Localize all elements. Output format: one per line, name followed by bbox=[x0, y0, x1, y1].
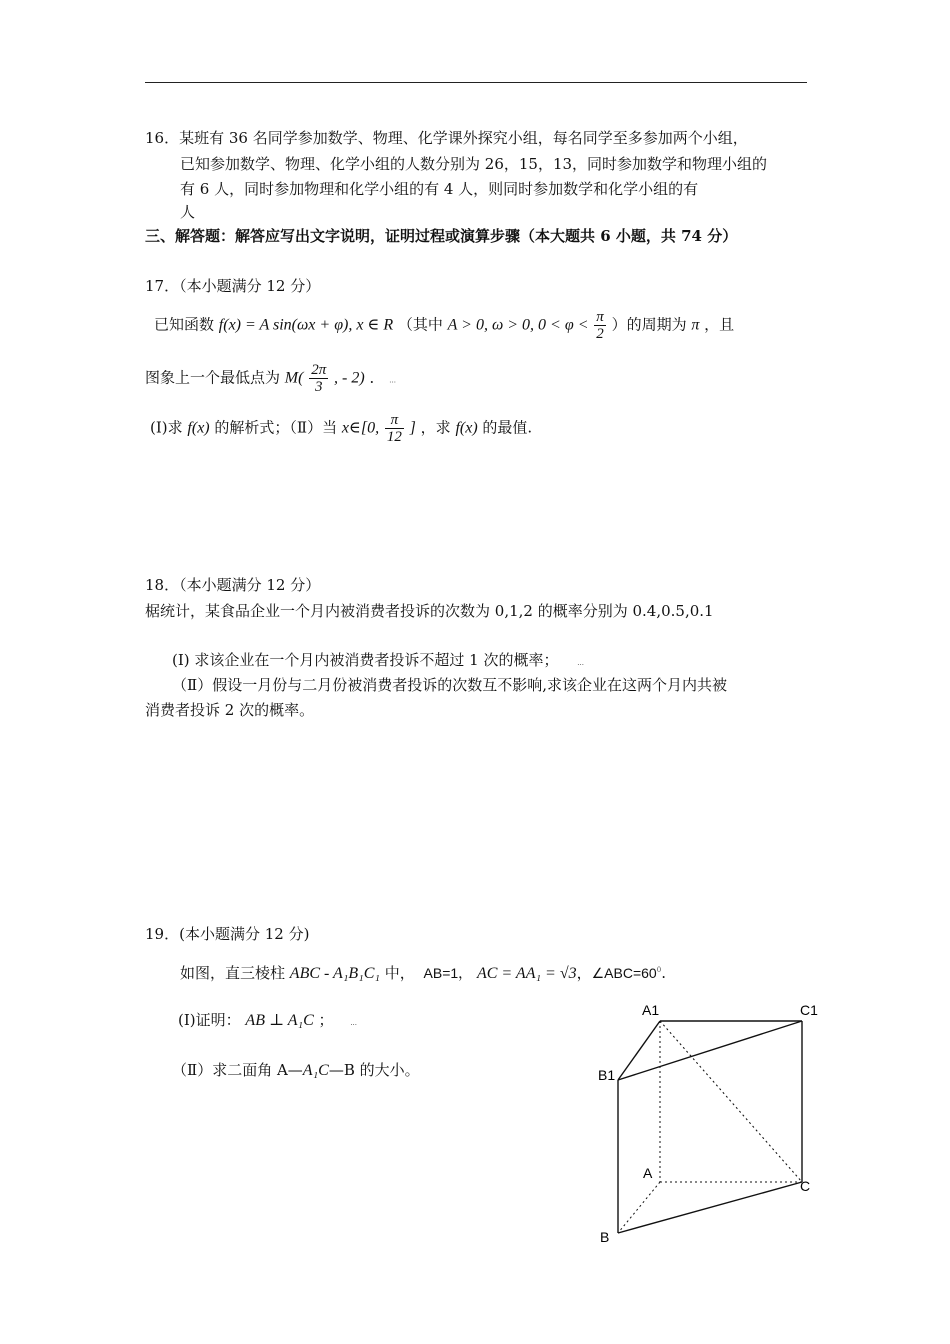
q17-text: ）的周期为 bbox=[611, 315, 687, 334]
q17-fx: f(x) bbox=[455, 419, 478, 437]
q17-text: ，求 bbox=[420, 418, 451, 437]
q17-interval-end: ] bbox=[409, 419, 416, 437]
q17-fraction-2pi-over-3 bbox=[309, 362, 328, 395]
q16-line1: 16．某班有 36 名同学参加数学、物理、化学课外探究小组，每名同学至多参加两个小组， bbox=[145, 129, 748, 147]
q18-title: 18．（本小题满分 12 分） bbox=[145, 576, 321, 594]
frac-num: π bbox=[385, 412, 404, 429]
q17-point-m: M( bbox=[284, 369, 304, 387]
q19-text: ， bbox=[576, 964, 592, 982]
label-a1: A1 bbox=[642, 1002, 660, 1018]
q19-ac-aa1: AC = AA₁ = √3 bbox=[476, 965, 577, 982]
q17-period: π bbox=[691, 316, 700, 334]
q16-line4: 人 bbox=[180, 203, 196, 221]
q19-line1 bbox=[180, 960, 666, 984]
label-a: A bbox=[643, 1165, 653, 1181]
q19-degree: 0 bbox=[656, 966, 662, 974]
frac-den: 12 bbox=[386, 429, 402, 445]
q17-text: 的最值. bbox=[482, 418, 533, 437]
edge-a1b1 bbox=[618, 1021, 660, 1080]
q19-part2-label: （Ⅱ）求二面角 A— bbox=[172, 1061, 303, 1079]
edge-bc bbox=[618, 1182, 802, 1233]
header-rule bbox=[145, 82, 807, 83]
q17-statement-line2 bbox=[145, 362, 396, 395]
section-3-heading: 三、解答题：解答应写出文字说明，证明过程或演算步骤（本大题共 6 小题，共 74 分） bbox=[145, 227, 738, 245]
q19-text: ； bbox=[318, 1011, 334, 1029]
q19-a1c: A₁C bbox=[302, 1062, 329, 1079]
q17-text: 图象上一个最低点为 bbox=[145, 368, 281, 387]
q17-text: （其中 bbox=[397, 315, 443, 334]
q17-interval-start: x∈[0, bbox=[341, 419, 380, 437]
q19-angle: ∠ABC=60 bbox=[591, 965, 657, 981]
q19-ab: AB=1， bbox=[423, 965, 473, 981]
q17-text: ． bbox=[369, 368, 385, 387]
frac-den: 3 bbox=[314, 379, 323, 395]
q18-line1: 椐统计，某食品企业一个月内被消费者投诉的次数为 0,1,2 的概率分别为 0.4,0.5,0.1 bbox=[145, 602, 714, 620]
small-mark: ... bbox=[389, 376, 396, 385]
q17-text: 已知函数 bbox=[154, 315, 215, 334]
frac-num: 2π bbox=[311, 362, 327, 378]
q19-part1-label: (Ⅰ)证明： bbox=[178, 1011, 241, 1029]
q16-line3: 有 6 人，同时参加物理和化学小组的有 4 人，则同时参加数学和化学小组的有 bbox=[180, 180, 699, 198]
q18-part2-line1: （Ⅱ）假设一月份与二月份被消费者投诉的次数互不影响,求该企业在这两个月内共被 bbox=[172, 676, 727, 694]
edge-a1c-dashed bbox=[660, 1021, 802, 1182]
frac-num: π bbox=[596, 309, 604, 325]
q17-text: ，且 bbox=[704, 315, 735, 334]
edge-b1c1 bbox=[618, 1021, 802, 1080]
label-b1: B1 bbox=[598, 1067, 616, 1083]
small-mark: ... bbox=[577, 659, 584, 667]
small-mark: ... bbox=[350, 1019, 357, 1027]
q19-part1 bbox=[178, 1010, 357, 1033]
q17-title: 17．（本小题满分 12 分） bbox=[145, 277, 321, 295]
q17-parts bbox=[150, 412, 532, 445]
q17-fx: f(x) bbox=[187, 419, 210, 437]
q17-fraction-pi-over-2 bbox=[594, 309, 606, 342]
q19-text: . bbox=[661, 964, 666, 982]
frac-den: 2 bbox=[596, 326, 604, 342]
label-c1: C1 bbox=[800, 1002, 818, 1018]
q16-line2: 已知参加数学、物理、化学小组的人数分别为 26，15，13，同时参加数学和物理小组的 bbox=[180, 155, 768, 173]
q17-point-m-tail: , - 2) bbox=[334, 369, 365, 387]
q18-part1-text: (Ⅰ) 求该企业在一个月内被消费者投诉不超过 1 次的概率； bbox=[172, 651, 559, 669]
q19-prism: ABC - A₁B₁C₁ bbox=[289, 965, 380, 982]
label-c: C bbox=[800, 1178, 811, 1194]
q18-part1 bbox=[172, 650, 584, 673]
q19-title: 19．(本小题满分 12 分) bbox=[145, 925, 310, 943]
edge-ab-dashed bbox=[618, 1182, 660, 1233]
q17-conditions: A > 0, ω > 0, 0 < φ < bbox=[447, 316, 589, 334]
q18-part2-line2: 消费者投诉 2 次的概率。 bbox=[145, 701, 315, 719]
q19-text: 如图，直三棱柱 bbox=[180, 964, 286, 982]
q17-part1-label: (Ⅰ)求 bbox=[150, 418, 183, 437]
q19-text: —B 的大小。 bbox=[328, 1061, 420, 1079]
q19-text: 中， bbox=[384, 964, 415, 982]
q17-text: 的解析式；（Ⅱ）当 bbox=[214, 418, 338, 437]
prism-figure bbox=[590, 995, 830, 1255]
q19-perpendicular: AB ⊥ A₁C bbox=[245, 1012, 314, 1029]
label-b: B bbox=[600, 1229, 610, 1245]
q17-statement-line1 bbox=[154, 309, 734, 342]
q17-fraction-pi-over-12 bbox=[385, 412, 404, 445]
q17-function-formula: f(x) = A sin(ωx + φ), x ∈ R bbox=[218, 316, 394, 334]
q19-part2 bbox=[172, 1060, 420, 1081]
